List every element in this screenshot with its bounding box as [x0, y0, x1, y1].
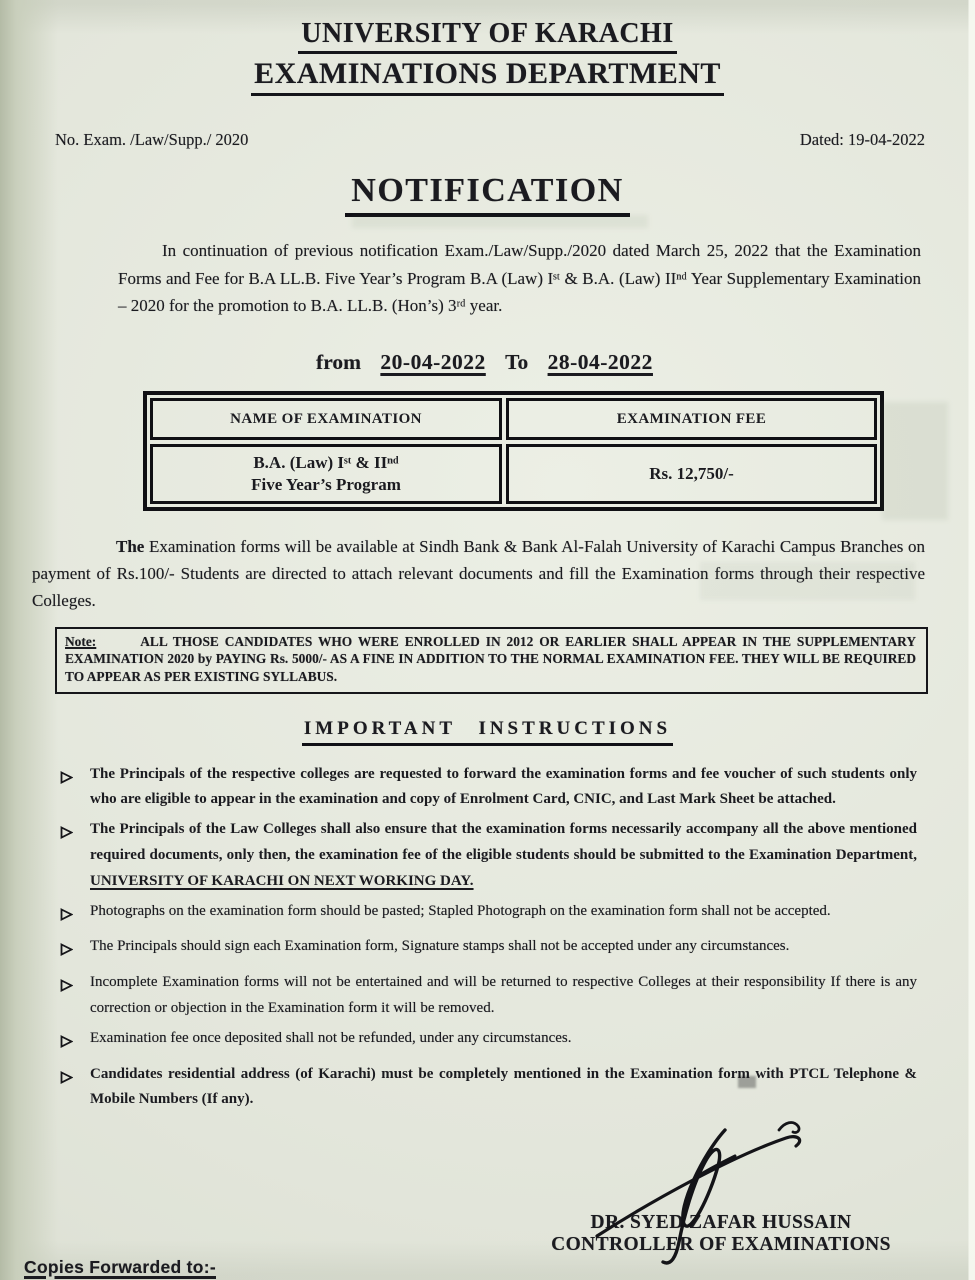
- signatory-title: CONTROLLER OF EXAMINATIONS: [551, 1234, 891, 1256]
- exam-name-line1: B.A. (Law) Iˢᵗ & IIⁿᵈ: [253, 452, 399, 472]
- signatory-name: DR. SYED ZAFAR HUSSAIN: [590, 1212, 852, 1233]
- instruction-text: Examination fee once deposited shall not be refunded, under any circumstances.: [90, 1029, 572, 1046]
- instruction-text: Candidates residential address (of Karachi) must be completely mentioned in the Examination form with PTCL Telephone & Mobile Numbers (If any).: [90, 1065, 917, 1108]
- availability-lead: The: [116, 537, 145, 557]
- list-item: [60, 899, 917, 931]
- table-header-name: NAME OF EXAMINATION: [150, 398, 502, 440]
- list-item: [60, 817, 917, 894]
- notification-title-wrap: [0, 172, 975, 217]
- list-item: [60, 970, 917, 1022]
- instruction-text: The Principals should sign each Examination form, Signature stamps shall not be accepted under any circumstances.: [90, 938, 790, 955]
- arrow-bullet-icon: [60, 1062, 75, 1114]
- arrow-bullet-icon: [60, 762, 75, 814]
- date-range-line: [0, 350, 975, 375]
- letterhead: [0, 0, 975, 96]
- instruction-text: Incomplete Examination forms will not be entertained and will be returned to respective Colleges at their responsibility If there is any correction or objection in the Examination form it will be removed.: [90, 974, 917, 1017]
- list-item: [60, 762, 917, 814]
- to-date: 28-04-2022: [547, 350, 653, 375]
- department-name: EXAMINATIONS DEPARTMENT: [251, 57, 724, 96]
- to-label: To: [505, 350, 529, 375]
- note-label: Note:: [65, 633, 97, 649]
- table-row-exam-fee: Rs. 12,750/-: [506, 444, 877, 504]
- note-text: ALL THOSE CANDIDATES WHO WERE ENROLLED IN 2012 OR EARLIER SHALL APPEAR IN THE SUPPLEMENTARY EXAMINATION 2020 by PAYING Rs. 5000/- AS A FINE IN ADDITION TO THE NORMAL EXAMINATION FEE. THEY WILL BE REQUIRED TO APPEAR AS PER EXISTING SYLLABUS.: [65, 633, 916, 684]
- instruction-text: Photographs on the examination form should be pasted; Stapled Photograph on the examination form shall not be accepted.: [90, 902, 831, 919]
- table-row-exam-name: [150, 444, 502, 504]
- notification-title: NOTIFICATION: [345, 172, 629, 217]
- intro-paragraph: In continuation of previous notification Exam./Law/Supp./2020 dated March 25, 2022 that the Examination Forms and Fee for B.A LL.B. Five Year’s Program B.A (Law) Iˢᵗ & B.A. (Law) IIⁿᵈ Year Supplementary Examination – 2020 for the promotion to B.A. LL.B. (Hon’s) 3ʳᵈ year.: [118, 240, 921, 316]
- document-date: Dated: 19-04-2022: [799, 129, 925, 149]
- reference-number: No. Exam. /Law/Supp./ 2020: [55, 129, 249, 149]
- instructions-heading: IMPORTANT INSTRUCTIONS: [302, 718, 673, 746]
- availability-paragraph: [32, 533, 925, 615]
- exam-name-line2: Five Year’s Program: [251, 475, 401, 495]
- arrow-bullet-icon: [60, 934, 75, 966]
- university-name: UNIVERSITY OF KARACHI: [298, 18, 676, 54]
- arrow-bullet-icon: [60, 1026, 75, 1058]
- availability-text: Examination forms will be available at Sindh Bank & Bank Al-Falah University of Karachi Campus Branches on payment of Rs.100/- Students are directed to attach relevant documents and fill the Examination forms through their respective Colleges.: [32, 537, 925, 611]
- arrow-bullet-icon: [60, 899, 75, 931]
- instructions-heading-wrap: [0, 718, 975, 746]
- bleed-through-artifact: [882, 402, 948, 520]
- instruction-text: The Principals of the Law Colleges shall also ensure that the examination forms necessarily accompany all the above mentioned required documents, only then, the examination fee of the eligible students should be submitted to the Examination Department, UNIVERSITY OF KARACHI ON NEXT WORKING DAY.: [90, 821, 917, 889]
- arrow-bullet-icon: [60, 970, 75, 1022]
- underlined-segment: UNIVERSITY OF KARACHI ON NEXT WORKING DAY.: [90, 872, 474, 889]
- from-date: 20-04-2022: [380, 350, 486, 375]
- instruction-text: The Principals of the respective colleges are requested to forward the examination forms and fee voucher of such students only who are eligible to appear in the examination and copy of Enrolment Card, CNIC, and Last Mark Sheet be attached.: [90, 765, 917, 808]
- copies-forwarded-label: Copies Forwarded to:-: [24, 1257, 216, 1277]
- reference-row: [55, 130, 925, 150]
- list-item: [60, 1062, 917, 1114]
- handwritten-signature: [583, 1116, 815, 1264]
- list-item: [60, 1026, 917, 1058]
- examination-fee-table: [143, 391, 884, 511]
- instructions-list: [60, 762, 917, 1114]
- table-header-fee: EXAMINATION FEE: [506, 398, 877, 440]
- note-box: [55, 627, 928, 694]
- from-label: from: [316, 350, 362, 375]
- arrow-bullet-icon: [60, 817, 75, 894]
- list-item: [60, 934, 917, 966]
